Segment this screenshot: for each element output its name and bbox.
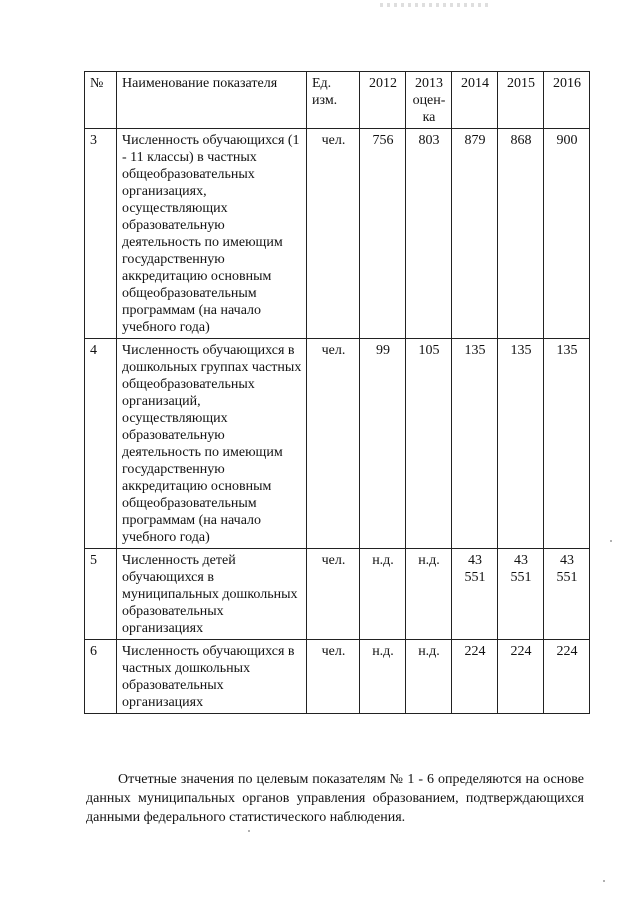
row-number: 3 xyxy=(85,129,117,339)
header-year-2015: 2015 xyxy=(498,72,544,129)
header-year-2016: 2016 xyxy=(544,72,590,129)
indicator-name: Численность обучающихся в дошкольных группах частных общеобразовательных организаций, осуществляющих образовательную деятельность по имеющим государственную аккредитацию основным общеобразовательным программам (на начало учебного года) xyxy=(117,339,307,549)
value-2015: 135 xyxy=(498,339,544,549)
scan-speck xyxy=(610,540,612,542)
value-2012: 756 xyxy=(360,129,406,339)
value-2012: н.д. xyxy=(360,640,406,714)
table-row xyxy=(85,549,590,640)
value-2014: 135 xyxy=(452,339,498,549)
scan-speck xyxy=(603,880,605,882)
indicator-name: Численность детей обучающихся в муниципальных дошкольных образовательных организациях xyxy=(117,549,307,640)
value-2012: 99 xyxy=(360,339,406,549)
unit-cell: чел. xyxy=(307,640,360,714)
value-2016: 224 xyxy=(544,640,590,714)
table-row xyxy=(85,129,590,339)
scan-artifact xyxy=(380,3,490,7)
value-2014: 43 551 xyxy=(452,549,498,640)
value-2015: 224 xyxy=(498,640,544,714)
table-row xyxy=(85,339,590,549)
value-2012: н.д. xyxy=(360,549,406,640)
scan-speck xyxy=(248,830,250,832)
value-2013: 105 xyxy=(406,339,452,549)
unit-cell: чел. xyxy=(307,129,360,339)
unit-cell: чел. xyxy=(307,549,360,640)
indicators-table xyxy=(84,71,590,714)
footnote-paragraph: Отчетные значения по целевым показателям № 1 - 6 определяются на основе данных муниципальных органов управления образованием, подтверждающихся данными федерального статистического наблюдения. xyxy=(86,772,584,825)
header-unit: Ед. изм. xyxy=(307,72,360,129)
header-year-2012: 2012 xyxy=(360,72,406,129)
value-2016: 43 551 xyxy=(544,549,590,640)
indicator-name: Численность обучающихся в частных дошкольных образовательных организациях xyxy=(117,640,307,714)
value-2015: 43 551 xyxy=(498,549,544,640)
table-row xyxy=(85,640,590,714)
value-2016: 135 xyxy=(544,339,590,549)
value-2014: 879 xyxy=(452,129,498,339)
indicator-name: Численность обучающихся (1 - 11 классы) в частных общеобразовательных организациях, осуществляющих образовательную деятельность по имеющим государственную аккредитацию основным общеобразовательным программам (на начало учебного года) xyxy=(117,129,307,339)
header-indicator-name: Наименование показателя xyxy=(117,72,307,129)
value-2013: 803 xyxy=(406,129,452,339)
value-2014: 224 xyxy=(452,640,498,714)
row-number: 4 xyxy=(85,339,117,549)
value-2013: н.д. xyxy=(406,549,452,640)
row-number: 5 xyxy=(85,549,117,640)
header-number: № xyxy=(85,72,117,129)
header-year-2014: 2014 xyxy=(452,72,498,129)
row-number: 6 xyxy=(85,640,117,714)
table-header-row xyxy=(85,72,590,129)
header-year-2013: 2013 оцен-ка xyxy=(406,72,452,129)
value-2013: н.д. xyxy=(406,640,452,714)
value-2015: 868 xyxy=(498,129,544,339)
unit-cell: чел. xyxy=(307,339,360,549)
value-2016: 900 xyxy=(544,129,590,339)
